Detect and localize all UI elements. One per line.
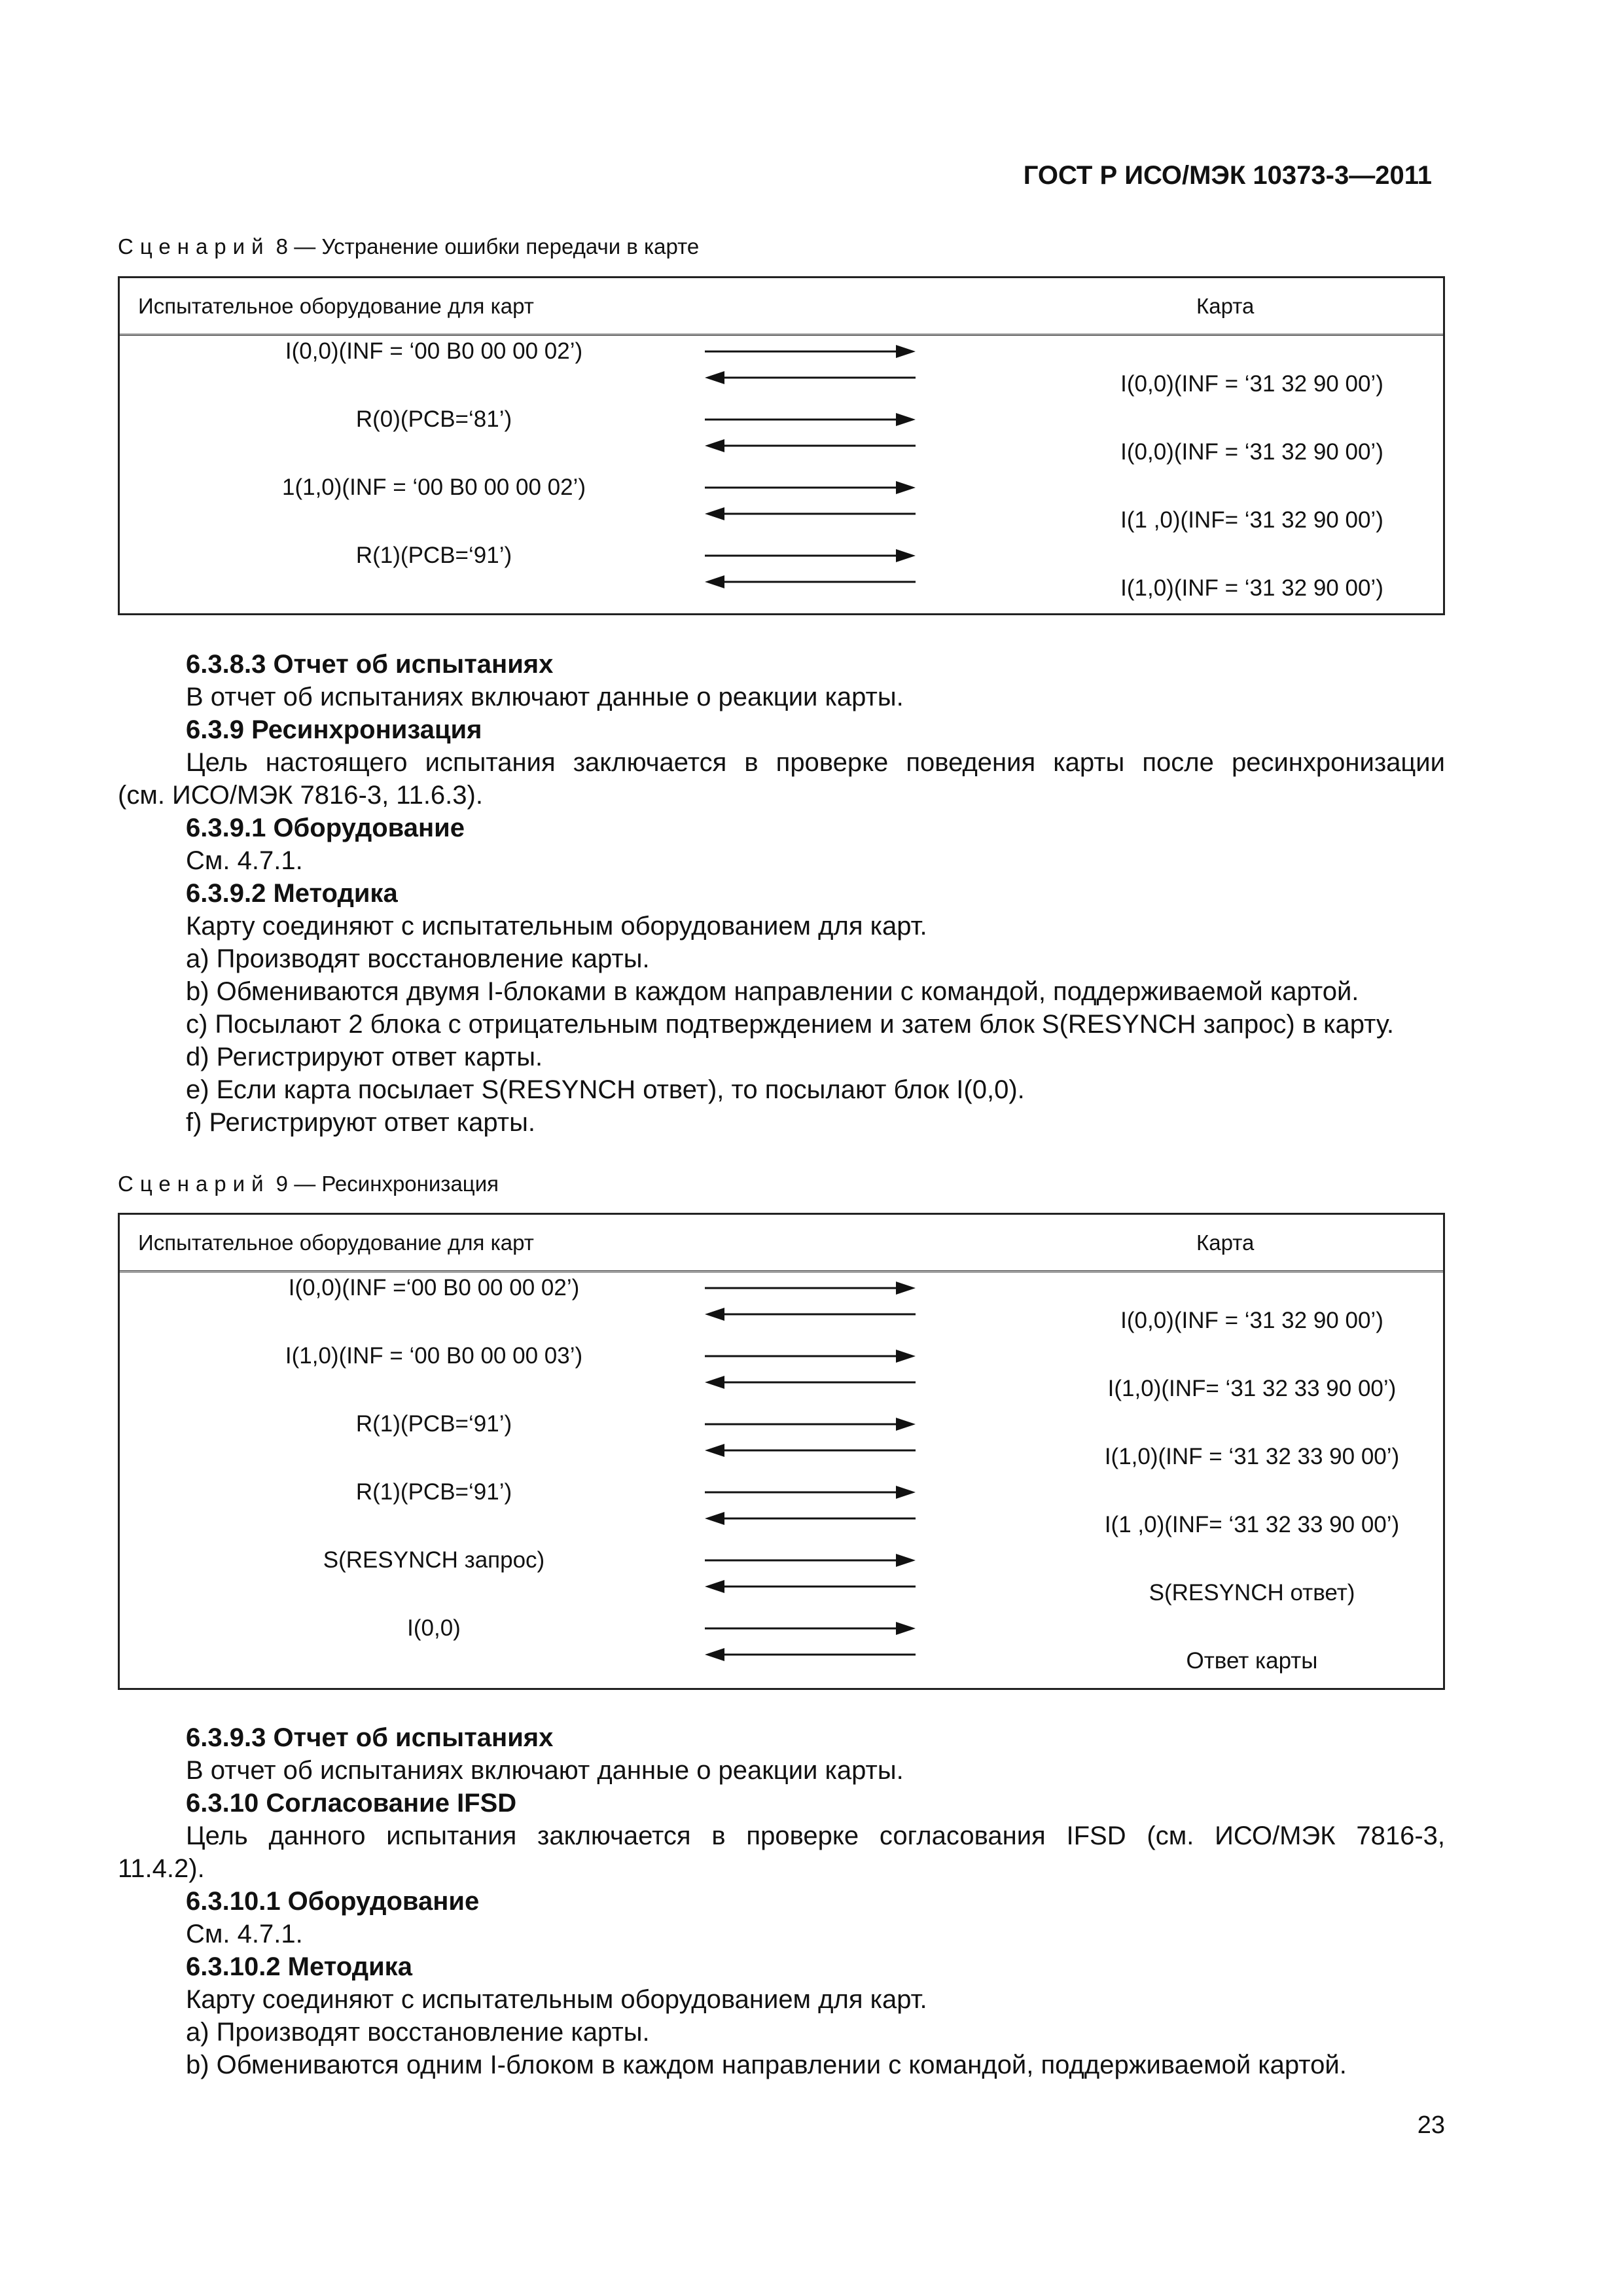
exchange-arrows-icon	[702, 1346, 918, 1391]
list-item: e) Если карта посылает S(RESYNCH ответ), то посылают блок I(0,0).	[186, 1075, 1025, 1104]
exchange-arrows-icon	[702, 1482, 918, 1528]
heading-63102: 6.3.10.2 Методика	[186, 1952, 412, 1981]
exchange-arrows-icon	[702, 1414, 918, 1460]
table-row	[120, 1613, 1443, 1681]
equipment-message: I(1,0)(INF = ‘00 B0 00 00 03’)	[285, 1343, 583, 1369]
card-message: I(0,0)(INF = ‘31 32 90 00’)	[1120, 1308, 1383, 1333]
paragraph: См. 4.7.1.	[186, 1920, 303, 1948]
table-row	[120, 472, 1443, 540]
paragraph: Цель настоящего испытания заключается в проверке поведения карты после ресинхронизации	[186, 748, 1445, 777]
page-number: 23	[1417, 2111, 1445, 2139]
scenario-9-table	[118, 1213, 1445, 1690]
heading-6383: 6.3.8.3 Отчет об испытаниях	[186, 650, 554, 679]
paragraph: (см. ИСО/МЭК 7816-3, 11.6.3).	[118, 781, 483, 810]
text-block-6393-63102	[118, 1721, 1445, 2081]
table-row	[120, 404, 1443, 472]
sequence-rows	[120, 1272, 1443, 1681]
caption-text: 8 — Устранение ошибки передачи в карте	[270, 234, 700, 259]
table-header	[120, 278, 1443, 336]
scenario-8-caption	[118, 232, 699, 261]
card-message: I(1 ,0)(INF= ‘31 32 90 00’)	[1120, 507, 1383, 533]
list-item: b) Обмениваются двумя I-блоками в каждом направлении с командой, поддерживаемой картой.	[186, 977, 1359, 1006]
document-code: ГОСТ Р ИСО/МЭК 10373-3—2011	[1023, 161, 1432, 190]
column-header-equipment: Испытательное оборудование для карт	[138, 294, 534, 318]
table-row	[120, 1340, 1443, 1408]
card-message: I(1,0)(INF = ‘31 32 90 00’)	[1120, 575, 1383, 601]
list-item: f) Регистрируют ответ карты.	[186, 1108, 535, 1137]
exchange-arrows-icon	[702, 477, 918, 523]
table-row	[120, 1545, 1443, 1613]
scenario-9-caption	[118, 1170, 499, 1198]
card-message: I(1,0)(INF = ‘31 32 33 90 00’)	[1104, 1444, 1400, 1469]
paragraph: См. 4.7.1.	[186, 846, 303, 875]
card-message: I(1 ,0)(INF= ‘31 32 33 90 00’)	[1104, 1512, 1400, 1537]
list-item: a) Производят восстановление карты.	[186, 944, 650, 973]
card-message: I(0,0)(INF = ‘31 32 90 00’)	[1120, 439, 1383, 465]
equipment-message: I(0,0)(INF =‘00 B0 00 00 02’)	[288, 1275, 580, 1300]
heading-6393: 6.3.9.3 Отчет об испытаниях	[186, 1723, 554, 1752]
heading-6392: 6.3.9.2 Методика	[186, 879, 398, 908]
exchange-arrows-icon	[702, 1618, 918, 1664]
card-message: S(RESYNCH ответ)	[1149, 1580, 1355, 1605]
scenario-8-table	[118, 276, 1445, 615]
paragraph: Карту соединяют с испытательным оборудованием для карт.	[186, 1985, 927, 2014]
equipment-message: S(RESYNCH запрос)	[323, 1547, 545, 1573]
card-message: I(1,0)(INF= ‘31 32 33 90 00’)	[1107, 1376, 1397, 1401]
equipment-message: R(1)(PCB=‘91’)	[355, 1411, 512, 1437]
sequence-rows	[120, 336, 1443, 608]
table-row	[120, 1272, 1443, 1340]
table-row	[120, 1477, 1443, 1545]
column-header-card: Карта	[1196, 1230, 1255, 1255]
list-item: a) Производят восстановление карты.	[186, 2018, 650, 2047]
equipment-message: R(1)(PCB=‘91’)	[355, 543, 512, 568]
exchange-arrows-icon	[702, 1278, 918, 1323]
list-item: d) Регистрируют ответ карты.	[186, 1043, 543, 1071]
card-message: I(0,0)(INF = ‘31 32 90 00’)	[1120, 371, 1383, 397]
equipment-message: I(0,0)	[407, 1615, 461, 1641]
text-block-6383-6392	[118, 648, 1445, 1139]
paragraph: Карту соединяют с испытательным оборудованием для карт.	[186, 912, 927, 941]
table-row	[120, 336, 1443, 404]
paragraph: В отчет об испытаниях включают данные о реакции карты.	[186, 1756, 904, 1785]
paragraph: Цель данного испытания заключается в проверке согласования IFSD (см. ИСО/МЭК 7816-3,	[186, 1821, 1445, 1850]
equipment-message: R(0)(PCB=‘81’)	[355, 406, 512, 432]
exchange-arrows-icon	[702, 341, 918, 387]
exchange-arrows-icon	[702, 545, 918, 591]
card-message: Ответ карты	[1186, 1648, 1318, 1674]
heading-6391: 6.3.9.1 Оборудование	[186, 814, 465, 842]
caption-word: Сценарий	[118, 1172, 270, 1196]
exchange-arrows-icon	[702, 1550, 918, 1596]
list-item: c) Посылают 2 блока с отрицательным подтверждением и затем блок S(RESYNCH запрос) в карту.	[186, 1010, 1395, 1039]
equipment-message: 1(1,0)(INF = ‘00 B0 00 00 02’)	[282, 475, 586, 500]
list-item: b) Обмениваются одним I-блоком в каждом направлении с командой, поддерживаемой картой.	[186, 2051, 1347, 2079]
caption-text: 9 — Ресинхронизация	[270, 1172, 499, 1196]
equipment-message: I(0,0)(INF = ‘00 B0 00 00 02’)	[285, 338, 583, 364]
exchange-arrows-icon	[702, 409, 918, 455]
table-row	[120, 1408, 1443, 1477]
caption-word: Сценарий	[118, 234, 270, 259]
column-header-equipment: Испытательное оборудование для карт	[138, 1230, 534, 1255]
table-header	[120, 1215, 1443, 1272]
paragraph: В отчет об испытаниях включают данные о реакции карты.	[186, 683, 904, 711]
table-row	[120, 540, 1443, 608]
equipment-message: R(1)(PCB=‘91’)	[355, 1479, 512, 1505]
column-header-card: Карта	[1196, 294, 1255, 318]
heading-639: 6.3.9 Ресинхронизация	[186, 715, 482, 744]
heading-63101: 6.3.10.1 Оборудование	[186, 1887, 480, 1916]
heading-6310: 6.3.10 Согласование IFSD	[186, 1789, 517, 1818]
paragraph: 11.4.2).	[118, 1854, 205, 1883]
